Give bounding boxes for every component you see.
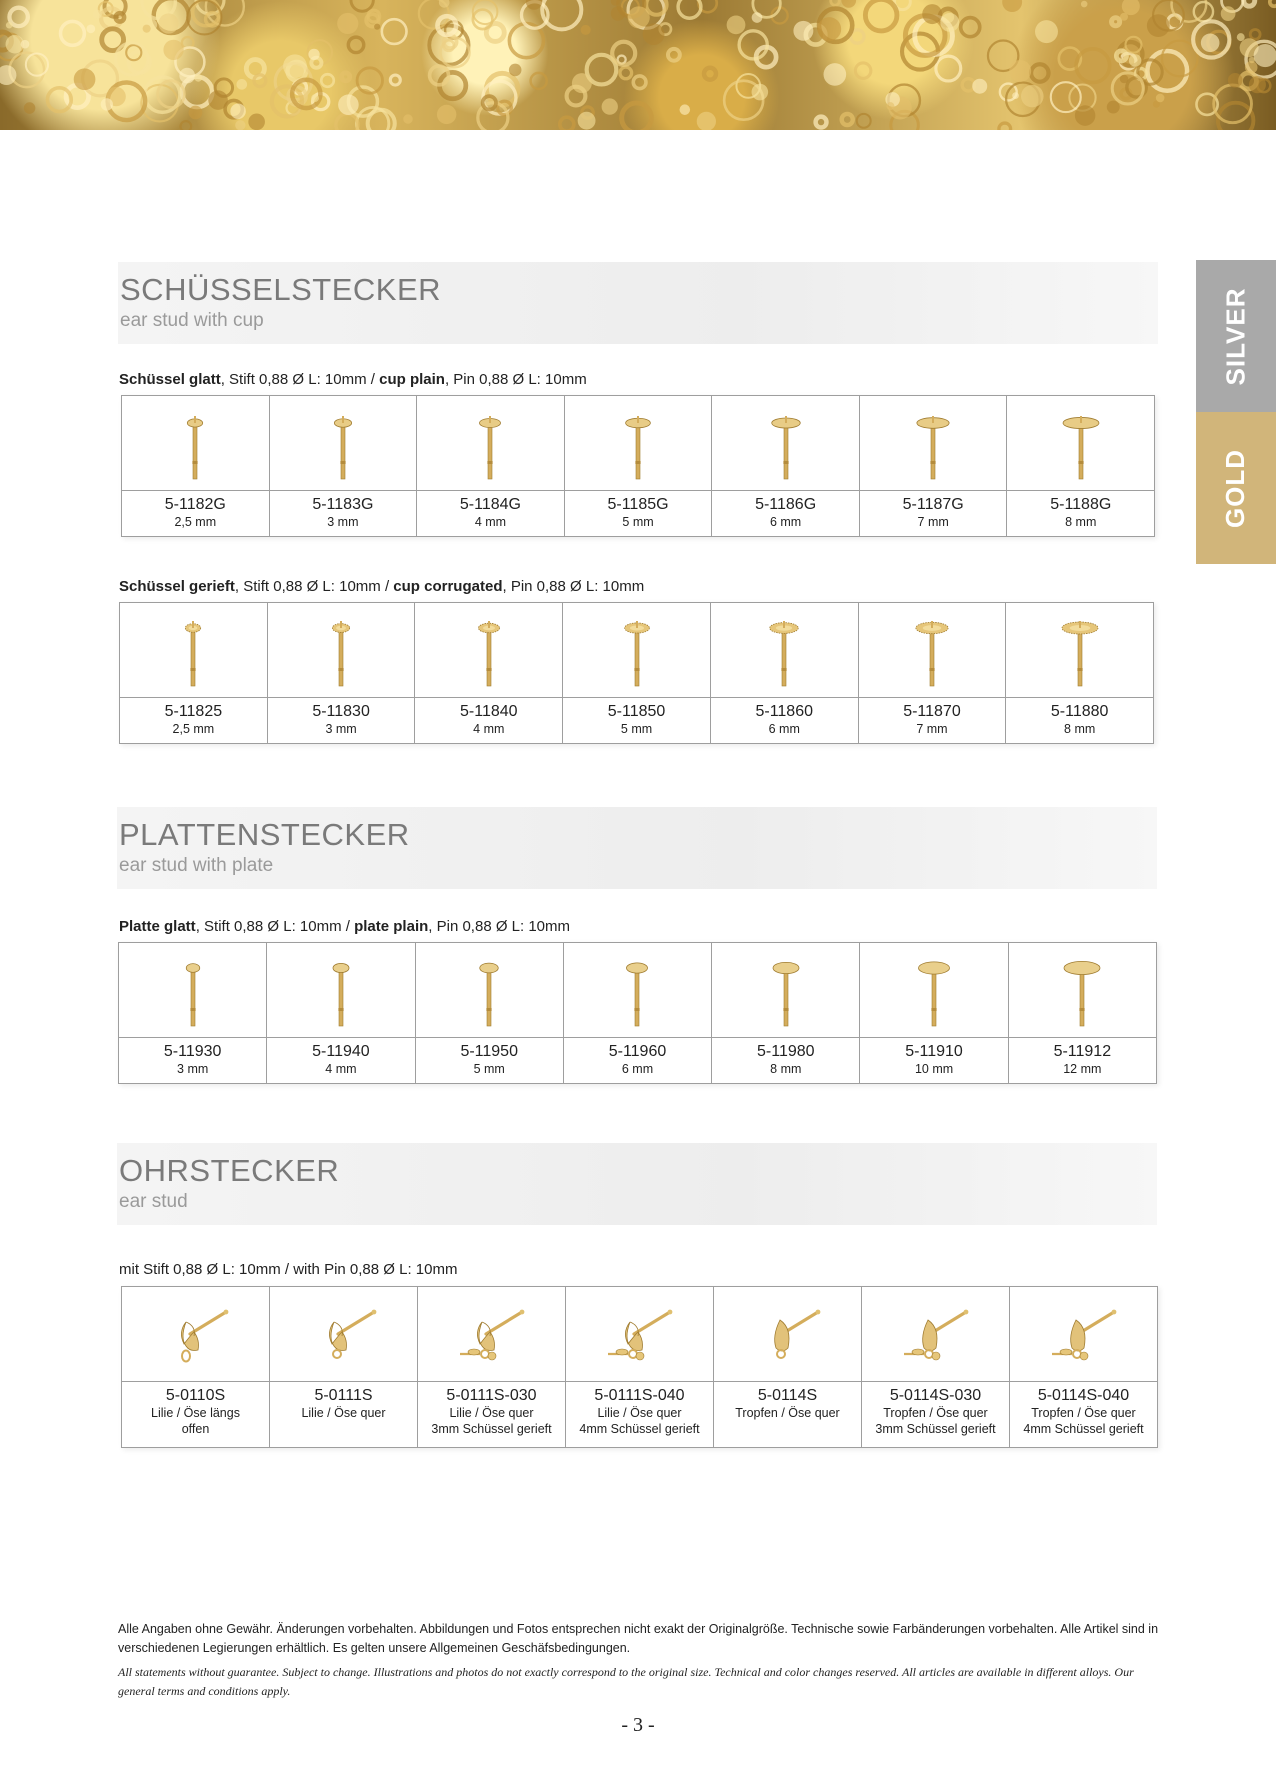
section-subtitle: ear stud — [119, 1191, 188, 1212]
gold-finding-shape — [24, 102, 36, 114]
product-code: 5-11880 — [1050, 703, 1109, 720]
product-code: 5-1186G — [755, 496, 817, 513]
product-cell[interactable] — [565, 396, 713, 536]
gold-finding-shape — [560, 117, 574, 130]
gold-finding-shape — [961, 18, 980, 37]
product-size: 6 mm — [769, 515, 802, 529]
product-size: 6 mm — [621, 1062, 654, 1076]
product-image — [270, 396, 417, 491]
product-cell[interactable] — [711, 603, 859, 743]
gold-finding-shape — [620, 67, 632, 79]
gold-finding-shape — [572, 73, 592, 93]
product-code: 5-11912 — [1053, 1043, 1112, 1060]
gold-finding-shape — [311, 94, 319, 102]
product-image — [122, 1287, 269, 1382]
product-cell[interactable] — [1007, 396, 1154, 536]
product-grid — [119, 602, 1154, 744]
gold-finding-shape — [531, 73, 547, 89]
plate-stud-icon — [153, 948, 233, 1032]
caption-part: , Stift 0,88 Ø L: 10mm / — [220, 371, 380, 388]
product-cell[interactable] — [860, 943, 1008, 1083]
product-code: 5-1188G — [1050, 496, 1112, 513]
product-size: 3 mm — [325, 722, 357, 736]
product-size: 10 mm — [914, 1062, 954, 1076]
plate-stud-icon — [1042, 948, 1122, 1032]
product-image — [1006, 603, 1153, 698]
gold-finding-shape — [336, 114, 358, 130]
product-code: 5-0114S-030 — [889, 1387, 982, 1404]
product-cell[interactable] — [859, 603, 1007, 743]
group-caption — [119, 918, 570, 935]
gold-finding-shape — [143, 25, 151, 33]
product-grid — [121, 1286, 1158, 1448]
product-cell[interactable] — [418, 1287, 566, 1447]
product-size: 8 mm — [770, 1062, 802, 1076]
gold-finding-shape — [181, 121, 192, 130]
product-cell[interactable] — [566, 1287, 714, 1447]
gold-finding-shape — [429, 25, 468, 64]
gold-finding-shape — [643, 23, 665, 45]
gold-finding-shape — [752, 84, 769, 101]
caption-part: , Stift 0,88 Ø L: 10mm / — [234, 578, 394, 595]
product-cell[interactable] — [122, 1287, 270, 1447]
gold-finding-shape — [93, 10, 102, 19]
gold-finding-shape — [1031, 64, 1048, 81]
product-size: 5 mm — [620, 722, 653, 736]
product-cell[interactable] — [119, 943, 267, 1083]
cup-corrugated-stud-icon — [1040, 608, 1120, 692]
product-cell[interactable] — [1006, 603, 1153, 743]
gold-finding-shape — [403, 114, 412, 123]
gold-finding-shape — [101, 98, 113, 110]
product-image — [417, 396, 564, 491]
cup-plain-stud-icon — [1041, 401, 1121, 485]
section-title: OHRSTECKER — [119, 1153, 340, 1188]
gold-finding-shape — [163, 40, 183, 60]
product-image — [418, 1287, 565, 1382]
tab-gold-label: GOLD — [1220, 448, 1251, 528]
gold-finding-shape — [382, 19, 407, 44]
caption-part: Platte glatt — [119, 918, 196, 935]
product-description-line: Lilie / Öse quer — [301, 1406, 386, 1420]
cup-plain-stud-icon — [303, 401, 383, 485]
gold-finding-shape — [351, 0, 373, 11]
product-code: 5-1184G — [459, 496, 521, 513]
product-cell[interactable] — [417, 396, 565, 536]
caption-part: cup corrugated — [393, 578, 503, 595]
gold-finding-shape — [704, 68, 716, 80]
gold-finding-shape — [628, 6, 650, 28]
gold-finding-shape — [1254, 44, 1276, 67]
product-size: 7 mm — [916, 722, 948, 736]
product-cell[interactable] — [564, 943, 712, 1083]
ear-stud-icon — [452, 1292, 532, 1376]
product-description-line: 3mm Schüssel gerieft — [875, 1422, 996, 1436]
gold-finding-shape — [602, 98, 618, 114]
page-number: - 3 - — [621, 1714, 655, 1736]
product-cell[interactable] — [712, 943, 860, 1083]
product-image — [119, 943, 266, 1038]
product-code: 5-11980 — [757, 1043, 815, 1060]
gold-finding-shape — [936, 56, 961, 81]
product-image — [711, 603, 858, 698]
gold-finding-shape — [752, 12, 763, 23]
ear-stud-icon — [748, 1292, 828, 1376]
gold-finding-shape — [159, 13, 179, 33]
product-image — [1010, 1287, 1157, 1382]
plate-stud-icon — [449, 948, 529, 1032]
gold-finding-shape — [1009, 60, 1031, 82]
ear-stud-icon — [156, 1292, 236, 1376]
product-size: 5 mm — [622, 515, 654, 529]
product-image — [1007, 396, 1154, 491]
product-code: 5-11860 — [755, 703, 813, 720]
product-image — [564, 943, 711, 1038]
product-cell[interactable] — [415, 603, 563, 743]
gold-finding-shape — [1021, 85, 1044, 108]
gold-finding-shape — [612, 42, 635, 65]
product-description-line: Tropfen / Öse quer — [1031, 1406, 1136, 1420]
group-caption — [119, 1261, 457, 1278]
product-image — [1009, 943, 1156, 1038]
product-description-line: Lilie / Öse längs — [151, 1406, 240, 1420]
gold-finding-shape — [1081, 1, 1088, 8]
gold-finding-shape — [338, 94, 359, 115]
product-code: 5-1183G — [312, 496, 374, 513]
product-code: 5-0111S — [314, 1387, 373, 1404]
gold-finding-shape — [236, 79, 247, 90]
gold-finding-shape — [194, 74, 202, 82]
ear-stud-icon — [896, 1292, 976, 1376]
gold-finding-shape — [668, 49, 680, 61]
gold-finding-shape — [972, 79, 987, 94]
gold-finding-shape — [437, 105, 456, 124]
product-cell[interactable] — [712, 396, 860, 536]
gold-finding-shape — [1244, 0, 1255, 6]
gold-finding-shape — [886, 102, 894, 110]
product-description-line: Tropfen / Öse quer — [735, 1406, 840, 1420]
section-subtitle: ear stud with plate — [119, 855, 274, 876]
gold-finding-shape — [1228, 73, 1243, 88]
gold-finding-shape — [842, 114, 853, 125]
cup-corrugated-stud-icon — [892, 608, 972, 692]
product-code: 5-11940 — [312, 1043, 370, 1060]
tab-silver[interactable] — [1196, 260, 1276, 412]
product-cell[interactable] — [270, 1287, 418, 1447]
product-image — [270, 1287, 417, 1382]
product-image — [712, 943, 859, 1038]
product-cell[interactable] — [122, 396, 270, 536]
gold-finding-shape — [578, 112, 596, 130]
gold-finding-shape — [1120, 13, 1128, 21]
caption-part: , Pin 0,88 Ø L: 10mm — [428, 918, 571, 935]
gold-finding-shape — [509, 64, 522, 77]
product-size: 8 mm — [1064, 722, 1096, 736]
product-image — [416, 943, 563, 1038]
product-code: 5-1187G — [902, 496, 964, 513]
gold-finding-shape — [831, 0, 840, 5]
product-image — [565, 396, 712, 491]
gold-finding-shape — [526, 0, 542, 10]
product-image — [860, 943, 1007, 1038]
gold-findings-photo — [0, 0, 1276, 130]
gold-finding-shape — [793, 21, 813, 41]
gold-finding-shape — [922, 4, 942, 24]
gold-finding-shape — [374, 24, 380, 30]
plate-stud-icon — [597, 948, 677, 1032]
gold-finding-shape — [865, 0, 897, 31]
product-cell[interactable] — [1009, 943, 1156, 1083]
product-image — [714, 1287, 861, 1382]
cup-plain-stud-icon — [450, 401, 530, 485]
gold-finding-shape — [841, 0, 856, 8]
gold-finding-shape — [697, 112, 716, 130]
gold-finding-shape — [999, 123, 1011, 130]
product-cell[interactable] — [860, 396, 1008, 536]
header-banner-image — [0, 0, 1276, 130]
disclaimer-german: Alle Angaben ohne Gewähr. Änderungen vorbehalten. Abbildungen und Fotos entsprechen nicht exakt der Originalgröße. Technische sowie Farbänderungen vorbehalten. Alle Artikel sind in verschiedenen Legierungen erhältlich. Es gelten unsere Allgemeinen Geschäfsbedingungen. — [118, 1622, 1159, 1655]
tab-gold[interactable] — [1196, 412, 1276, 564]
plate-stud-icon — [301, 948, 381, 1032]
gold-finding-shape — [348, 37, 363, 52]
gold-finding-shape — [189, 106, 203, 120]
product-code: 5-0111S-030 — [446, 1387, 537, 1404]
gold-finding-shape — [1051, 82, 1081, 112]
product-cell[interactable] — [267, 943, 415, 1083]
gold-finding-shape — [60, 21, 84, 45]
product-image — [860, 396, 1007, 491]
product-description-line: 4mm Schüssel gerieft — [1023, 1422, 1144, 1436]
product-image — [268, 603, 415, 698]
product-size: 3 mm — [177, 1062, 209, 1076]
product-size: 8 mm — [1065, 515, 1097, 529]
gold-finding-shape — [6, 22, 13, 29]
product-image — [563, 603, 710, 698]
product-image — [415, 603, 562, 698]
cup-corrugated-stud-icon — [449, 608, 529, 692]
gold-finding-shape — [235, 120, 245, 130]
gold-finding-shape — [208, 90, 228, 110]
product-code: 5-11960 — [608, 1043, 667, 1060]
gold-finding-shape — [1120, 75, 1129, 84]
product-size: 4 mm — [473, 722, 505, 736]
product-size: 12 mm — [1063, 1062, 1102, 1076]
product-description-line: Lilie / Öse quer — [597, 1406, 682, 1420]
gold-finding-shape — [680, 104, 691, 115]
gold-finding-shape — [633, 76, 646, 89]
product-size: 7 mm — [917, 515, 949, 529]
product-cell[interactable] — [563, 603, 711, 743]
gold-finding-shape — [1221, 6, 1236, 21]
section-header-ohrstecker — [117, 1143, 1157, 1225]
gold-finding-shape — [857, 114, 871, 128]
product-description-line: offen — [181, 1422, 210, 1436]
gold-finding-shape — [74, 68, 96, 90]
cup-plain-stud-icon — [746, 401, 826, 485]
product-cell[interactable] — [270, 396, 418, 536]
cup-corrugated-stud-icon — [744, 608, 824, 692]
product-description-line: Lilie / Öse quer — [449, 1406, 534, 1420]
product-image — [122, 396, 269, 491]
gold-finding-shape — [1012, 92, 1019, 99]
product-code: 5-1185G — [607, 496, 669, 513]
gold-finding-shape — [1076, 49, 1110, 83]
section-title: PLATTENSTECKER — [119, 817, 410, 852]
ear-stud-icon — [600, 1292, 680, 1376]
plate-stud-icon — [746, 948, 826, 1032]
product-size: 4 mm — [325, 1062, 357, 1076]
product-code: 5-11850 — [607, 703, 666, 720]
gold-finding-shape — [283, 54, 307, 78]
gold-finding-shape — [390, 75, 400, 85]
section-subtitle: ear stud with cup — [120, 310, 264, 331]
product-image — [267, 943, 414, 1038]
gold-finding-shape — [1035, 20, 1058, 43]
gold-finding-shape — [1112, 18, 1120, 26]
gold-finding-shape — [321, 74, 334, 87]
gold-finding-shape — [824, 63, 847, 86]
gold-finding-shape — [622, 103, 652, 130]
product-cell[interactable] — [714, 1287, 862, 1447]
ear-stud-icon — [304, 1292, 384, 1376]
product-image — [859, 603, 1006, 698]
gold-finding-shape — [308, 49, 319, 60]
caption-part: cup plain — [379, 371, 445, 388]
gold-finding-shape — [855, 63, 871, 79]
caption-part: plate plain — [354, 918, 429, 935]
ear-stud-icon — [1044, 1292, 1124, 1376]
gold-finding-shape — [940, 13, 959, 32]
product-code: 5-0111S-040 — [594, 1387, 685, 1404]
gold-finding-shape — [368, 110, 395, 130]
product-image — [712, 396, 859, 491]
cup-corrugated-stud-icon — [301, 608, 381, 692]
gold-finding-shape — [1147, 14, 1170, 37]
product-cell[interactable] — [1010, 1287, 1157, 1447]
disclaimer-english: All statements without guarantee. Subject to change. Illustrations and photos do not exactly correspond to the original size. Technical and color changes reserved. All articles are available in different alloys. Our general terms and conditions apply. — [118, 1665, 1134, 1698]
cup-corrugated-stud-icon — [597, 608, 677, 692]
product-code: 5-11870 — [903, 703, 961, 720]
product-cell[interactable] — [268, 603, 416, 743]
product-size: 5 mm — [473, 1062, 505, 1076]
product-description-line: 3mm Schüssel gerieft — [431, 1422, 552, 1436]
product-image — [566, 1287, 713, 1382]
caption-part: Schüssel gerieft — [119, 578, 235, 595]
gold-finding-shape — [817, 17, 841, 41]
product-code: 5-11950 — [460, 1043, 518, 1060]
caption-part: , Pin 0,88 Ø L: 10mm — [444, 371, 587, 388]
product-cell[interactable] — [120, 603, 268, 743]
group-caption — [119, 371, 587, 388]
gold-finding-shape — [1002, 0, 1022, 12]
gold-finding-shape — [1201, 34, 1220, 53]
gold-finding-shape — [727, 15, 746, 34]
cup-plain-stud-icon — [598, 401, 678, 485]
gold-finding-shape — [1107, 101, 1120, 114]
gold-finding-shape — [86, 24, 95, 33]
gold-finding-shape — [611, 6, 625, 20]
section-header-plattenstecker — [117, 807, 1157, 889]
group-caption — [119, 578, 644, 595]
product-grid — [121, 395, 1155, 537]
tab-silver-label: SILVER — [1220, 287, 1251, 385]
product-code: 5-0114S-040 — [1037, 1387, 1130, 1404]
product-code: 5-11930 — [163, 1043, 222, 1060]
section-title: SCHÜSSELSTECKER — [120, 272, 442, 307]
gold-finding-shape — [1250, 29, 1260, 39]
section-header-schuesselstecker — [118, 262, 1158, 344]
caption-part: , Stift 0,88 Ø L: 10mm / — [195, 918, 355, 935]
gold-finding-shape — [9, 8, 27, 26]
product-code: 5-11830 — [312, 703, 370, 720]
caption-part: Schüssel glatt — [119, 371, 221, 388]
gold-finding-shape — [179, 68, 195, 84]
product-image — [862, 1287, 1009, 1382]
gold-finding-shape — [1237, 33, 1245, 41]
product-code: 5-11840 — [460, 703, 518, 720]
product-grid — [118, 942, 1157, 1084]
gold-finding-shape — [21, 40, 30, 49]
product-image — [120, 603, 267, 698]
product-size: 4 mm — [474, 515, 507, 529]
gold-finding-shape — [337, 13, 358, 34]
gold-finding-shape — [342, 73, 350, 81]
product-description-line: 4mm Schüssel gerieft — [579, 1422, 700, 1436]
gold-finding-shape — [230, 103, 245, 118]
caption-part: mit Stift 0,88 Ø L: 10mm / with Pin 0,88 Ø L: 10mm — [119, 1261, 458, 1278]
gold-finding-shape — [248, 114, 265, 130]
product-code: 5-11825 — [164, 703, 223, 720]
gold-finding-shape — [1075, 105, 1096, 126]
gold-finding-shape — [1156, 94, 1165, 103]
product-cell[interactable] — [416, 943, 564, 1083]
cup-plain-stud-icon — [155, 401, 235, 485]
gold-finding-shape — [1249, 76, 1266, 93]
caption-part: , Pin 0,88 Ø L: 10mm — [502, 578, 645, 595]
gold-finding-shape — [1245, 61, 1258, 74]
product-size: 2,5 mm — [172, 722, 215, 736]
product-code: 5-0110S — [165, 1387, 226, 1404]
cup-corrugated-stud-icon — [153, 608, 233, 692]
product-cell[interactable] — [862, 1287, 1010, 1447]
product-code: 5-0114S — [757, 1387, 818, 1404]
cup-plain-stud-icon — [893, 401, 973, 485]
gold-finding-shape — [1270, 0, 1276, 6]
product-description-line: Tropfen / Öse quer — [883, 1406, 988, 1420]
gold-finding-shape — [739, 31, 767, 59]
gold-finding-shape — [581, 25, 591, 35]
plate-stud-icon — [894, 948, 974, 1032]
product-size: 6 mm — [768, 722, 800, 736]
product-code: 5-1182G — [164, 496, 226, 513]
gold-finding-shape — [816, 117, 827, 128]
product-code: 5-11910 — [905, 1043, 963, 1060]
gold-finding-shape — [1129, 54, 1142, 67]
product-size: 2,5 mm — [174, 515, 217, 529]
product-size: 3 mm — [327, 515, 359, 529]
